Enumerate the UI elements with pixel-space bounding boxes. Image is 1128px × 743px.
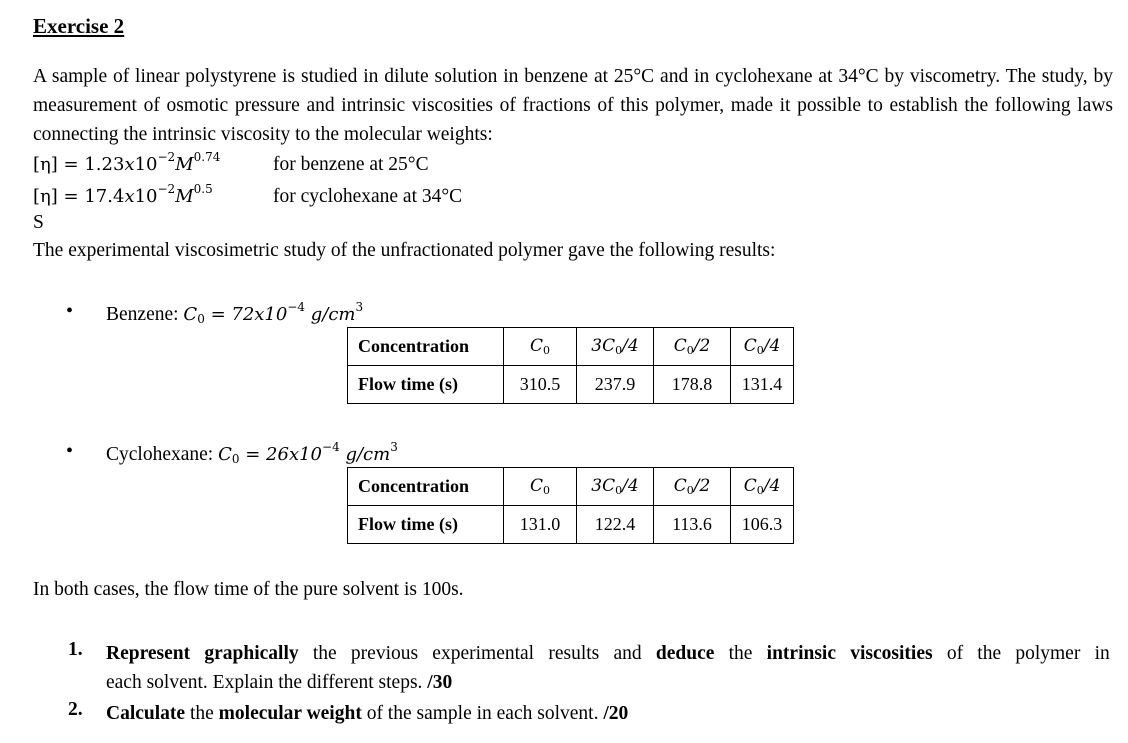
table-row xyxy=(348,468,794,506)
concentration-cell: $C_0$ xyxy=(504,468,577,506)
question-number: 2. xyxy=(68,699,83,720)
flow-time-cell: 237.9 xyxy=(577,366,654,404)
row-label: Concentration xyxy=(348,468,504,506)
results-intro: The experimental viscosimetric study of the unfractionated polymer gave the following results: xyxy=(33,240,776,261)
question-number: 1. xyxy=(68,639,83,660)
question-1-line-1: Represent graphically the previous experimental results and deduce the intrinsic viscosities of the polymer in xyxy=(106,643,1110,664)
law-cyclohexane xyxy=(33,182,462,208)
concentration-cell: $C_0/4$ xyxy=(731,328,794,366)
bullet-dot: • xyxy=(66,440,74,462)
cyclohexane-table xyxy=(347,467,794,544)
law-label: for benzene at 25°C xyxy=(273,154,429,175)
question-2: Calculate the molecular weight of the sample in each solvent. /20 xyxy=(106,703,629,724)
table-row xyxy=(348,328,794,366)
intro-paragraph: A sample of linear polystyrene is studied in dilute solution in benzene at 25°C and in cyclohexane at 34°C by viscometry. The study, by measurement of osmotic pressure and intrinsic viscosities of fractions of this polymer, made it possible to establish the following laws connecting the intrinsic viscosity to the molecular weights: xyxy=(33,66,1113,145)
concentration-cell: $C_0/2$ xyxy=(654,328,731,366)
law-label: for cyclohexane at 34°C xyxy=(273,186,463,207)
table-row xyxy=(348,366,794,404)
benzene-concentration-line: Benzene: $C_0 = 72x10^{-4}$ $g/cm^3$ xyxy=(106,300,364,326)
row-label: Flow time (s) xyxy=(348,506,504,544)
concentration-cell: $3C_0/4$ xyxy=(577,328,654,366)
concentration-cell: $C_0/2$ xyxy=(654,468,731,506)
flow-time-cell: 131.4 xyxy=(731,366,794,404)
law-equation: $[\eta] = 17.4x10^{-2}M^{0.5}$ xyxy=(33,182,213,207)
exercise-title: Exercise 2 xyxy=(33,14,125,38)
pure-solvent-note: In both cases, the flow time of the pure solvent is 100s. xyxy=(33,579,464,600)
stray-letter: S xyxy=(33,212,44,233)
flow-time-cell: 310.5 xyxy=(504,366,577,404)
law-equation: $[\eta] = 1.23x10^{-2}M^{0.74}$ xyxy=(33,150,221,175)
bullet-dot: • xyxy=(66,300,74,322)
row-label: Concentration xyxy=(348,328,504,366)
law-benzene xyxy=(33,150,429,176)
flow-time-cell: 113.6 xyxy=(654,506,731,544)
flow-time-cell: 178.8 xyxy=(654,366,731,404)
row-label: Flow time (s) xyxy=(348,366,504,404)
concentration-cell: $3C_0/4$ xyxy=(577,468,654,506)
question-1-line-2: each solvent. Explain the different steps. /30 xyxy=(106,672,453,693)
benzene-table xyxy=(347,327,794,404)
concentration-cell: $C_0$ xyxy=(504,328,577,366)
flow-time-cell: 131.0 xyxy=(504,506,577,544)
table-row xyxy=(348,506,794,544)
flow-time-cell: 106.3 xyxy=(731,506,794,544)
cyclohexane-concentration-line: Cyclohexane: $C_0 = 26x10^{-4}$ $g/cm^3$ xyxy=(106,440,398,466)
flow-time-cell: 122.4 xyxy=(577,506,654,544)
concentration-cell: $C_0/4$ xyxy=(731,468,794,506)
